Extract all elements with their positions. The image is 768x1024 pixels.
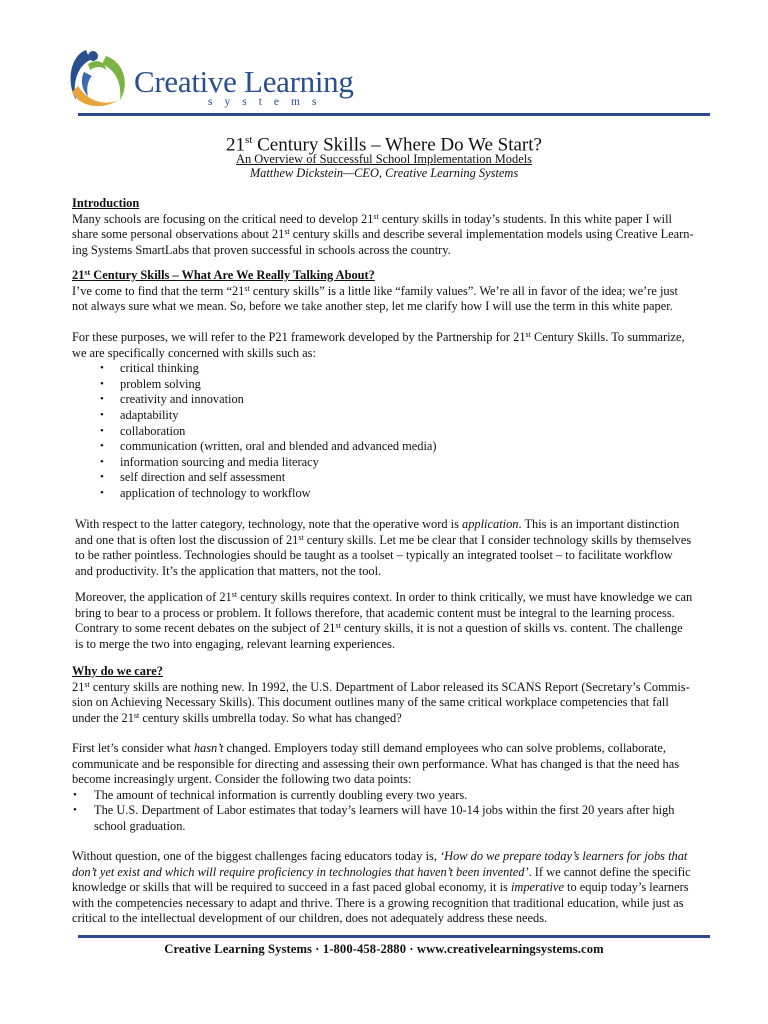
paragraph-line: For these purposes, we will refer to the P21 framework developed by the Partnership for 21st Century Skills. To summarize,	[72, 330, 685, 344]
data-points-list	[72, 788, 704, 835]
paragraph-line: 21st century skills are nothing new. In 1992, the U.S. Department of Labor released its SCANS Report (Secretary’s Commis-	[72, 679, 690, 694]
paragraph-line: share some personal observations about 21st century skills and describe several implementation models using Creative Learn-	[72, 227, 694, 242]
list-item: • critical thinking	[72, 361, 704, 377]
logo-title: Creative Learning	[134, 64, 354, 99]
list-item: • communication (written, oral and blended and advanced media)	[72, 439, 704, 455]
paragraph-line: not always sure what we mean. So, before we take another step, let me clarify how I will use the term in this white paper.	[72, 299, 673, 314]
paragraph-p21	[72, 330, 704, 502]
section-introduction	[72, 196, 704, 258]
paragraph-line: become increasingly urgent. Consider the following two data points:	[72, 772, 412, 787]
author-line: Matthew Dickstein—CEO, Creative Learning Systems	[249, 166, 519, 180]
paragraph-line: with the competencies necessary to adapt and thrive. There is a growing recognition that traditional education, while just as	[72, 895, 684, 910]
paragraph-line: under the 21st century skills umbrella today. So what has changed?	[72, 710, 402, 725]
list-item: • The amount of technical information is currently doubling every two years.	[72, 788, 704, 804]
paragraph-line: don’t yet exist and which will require proficiency in technologies that haven’t been invented’. If we cannot define the specific	[72, 864, 691, 879]
paragraph-line: knowledge or skills that will be required to succeed in a fast paced global economy, it is imperative to equip today’s learners	[72, 880, 689, 895]
paragraph-context	[75, 590, 707, 652]
paragraph-line: Contrary to some recent debates on the subject of 21st century skills, it is not a question of skills vs. content. The challenge	[75, 621, 683, 636]
document-title: 21st Century Skills – Where Do We Start?	[226, 134, 542, 156]
paragraph-what-changed	[72, 741, 704, 835]
list-item: • problem solving	[72, 377, 704, 393]
logo-subtitle: systems	[208, 96, 329, 108]
list-item: • adaptability	[72, 408, 704, 424]
paragraph-line: First let’s consider what hasn’t changed. Employers today still demand employees who can solve problems, collaborate,	[72, 741, 666, 755]
paragraph-line: Moreover, the application of 21st century skills requires context. In order to think critically, we must have knowledge we can	[75, 590, 693, 604]
list-item: • information sourcing and media literacy	[72, 455, 704, 471]
paragraph-line: communicate and be responsible for directing and assessing their own performance. What has changed is that the need has	[72, 756, 680, 771]
section-what-are-we-talking-about	[72, 268, 704, 315]
paragraph-line: and one that is often lost the discussion of 21st century skills. Let me be clear that I consider technology skills by themselves	[75, 532, 692, 547]
heading-introduction: Introduction	[72, 196, 140, 210]
heading-why-do-we-care: Why do we care?	[72, 664, 163, 678]
header-rule	[78, 113, 710, 116]
footer-contact: Creative Learning Systems · 1-800-458-2880 · www.creativelearningsystems.com	[164, 942, 604, 956]
paragraph-line: Many schools are focusing on the critical need to develop 21st century skills in today’s students. In this white paper I will	[72, 211, 672, 226]
paragraph-line: is to merge the two into engaging, relevant learning experiences.	[75, 636, 396, 651]
section-why-do-we-care	[72, 664, 704, 726]
paragraph-line: critical to the intellectual development of our children, does not adequately address these needs.	[72, 911, 548, 926]
paragraph-line: I’ve come to find that the term “21st century skills” is a little like “family values”. We’re all in favor of the idea; we’re just	[72, 283, 678, 298]
paragraph-line: to be rather pointless. Technologies should be taught as a toolset – typically an integrated toolset – to facilitate workflow	[75, 548, 673, 563]
list-item: • collaboration	[72, 424, 704, 440]
list-item: • self direction and self assessment	[72, 470, 704, 486]
paragraph-line: bring to bear to a process or problem. It follows therefore, that academic content must be integral to the learning process.	[75, 605, 675, 620]
paragraph-line: Without question, one of the biggest challenges facing educators today is, ‘How do we prepare today’s learners for jobs that	[72, 849, 688, 863]
document-subtitle: An Overview of Successful School Implementation Models	[236, 152, 532, 166]
paragraph-line: ing Systems SmartLabs that proven successful in schools across the country.	[72, 242, 451, 257]
list-item: • creativity and innovation	[72, 392, 704, 408]
paragraph-technology	[75, 517, 707, 579]
footer-rule	[78, 935, 710, 938]
paragraph-without-question	[72, 849, 704, 927]
list-item: • The U.S. Department of Labor estimates that today’s learners will have 10-14 jobs within the first 20 years after high school graduation.	[72, 803, 704, 834]
heading-what-are-we-talking-about: 21st Century Skills – What Are We Really Talking About?	[72, 268, 375, 282]
paragraph-line: and productivity. It’s the application that matters, not the tool.	[75, 563, 382, 578]
skills-list	[72, 361, 704, 501]
paragraph-line: we are specifically concerned with skills such as:	[72, 345, 316, 360]
paragraph-line: With respect to the latter category, technology, note that the operative word is application. This is an important distinction	[75, 517, 680, 531]
paragraph-line: sion on Achieving Necessary Skills). This document outlines many of the same critical workplace competencies that fall	[72, 695, 669, 710]
list-item: • application of technology to workflow	[72, 486, 704, 502]
